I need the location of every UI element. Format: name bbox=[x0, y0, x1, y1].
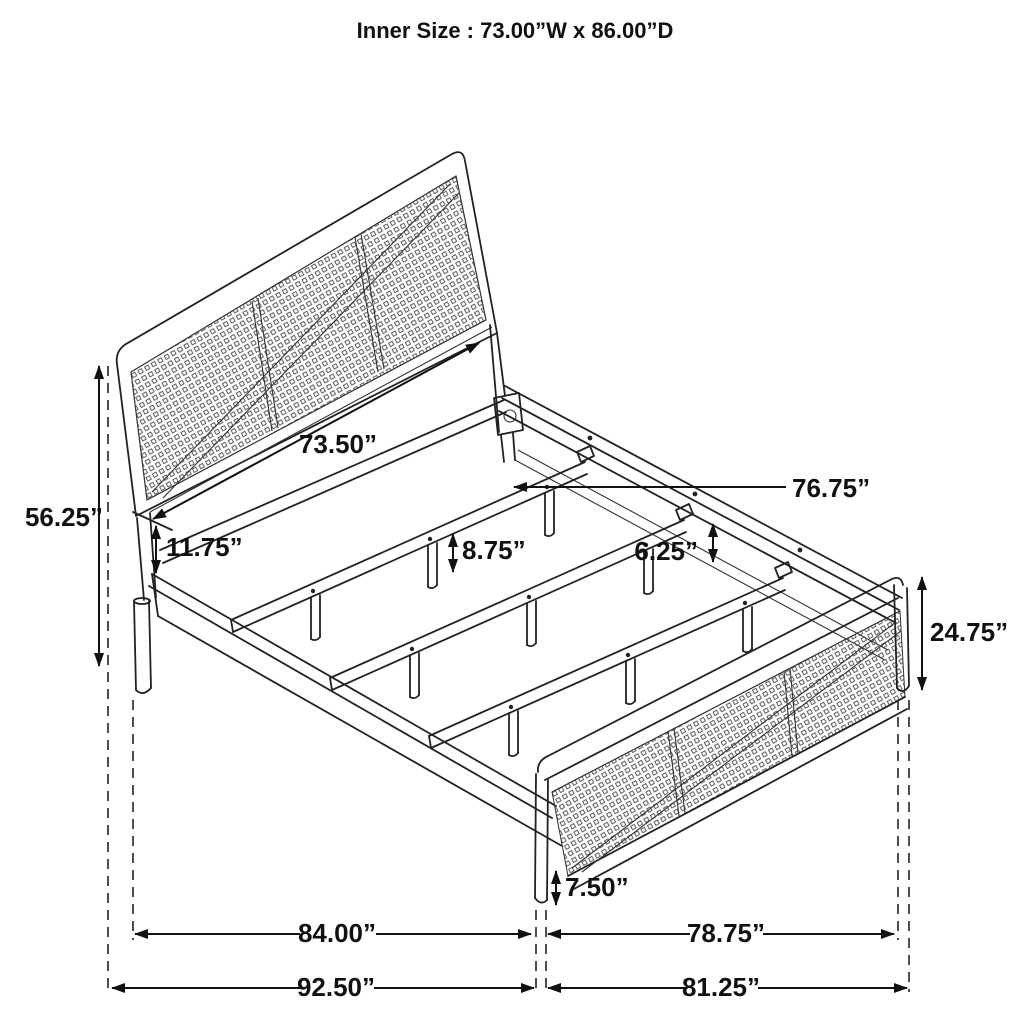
dim-under-headboard-clearance-label: 11.75” bbox=[166, 532, 243, 562]
dim-rail-ledge-drop-label: 6.25” bbox=[634, 536, 698, 566]
support-rail-leg bbox=[410, 549, 653, 698]
dim-side-rail-length-label: 84.00” bbox=[297, 918, 377, 948]
dim-footboard-height-label: 24.75” bbox=[930, 617, 1009, 647]
dim-under-footboard-clearance-label: 7.50” bbox=[565, 872, 629, 902]
dim-headboard-width-label: 73.50” bbox=[298, 429, 378, 459]
dim-overall-length bbox=[112, 972, 534, 1002]
dim-footboard-side-length-label: 78.75” bbox=[686, 918, 766, 948]
dim-overall-width-label: 81.25” bbox=[681, 972, 761, 1002]
dim-under-footboard-clearance bbox=[556, 871, 629, 905]
support-rail-leg bbox=[311, 491, 554, 640]
screw-hole bbox=[588, 436, 593, 441]
dim-headboard-height-label: 56.25” bbox=[24, 502, 104, 532]
screw-hole bbox=[798, 548, 803, 553]
dim-overall-width bbox=[548, 972, 907, 1002]
dim-under-headboard-clearance bbox=[156, 526, 243, 573]
dim-support-leg-height bbox=[453, 534, 526, 572]
headboard-left-leg bbox=[134, 513, 156, 693]
footboard bbox=[535, 578, 909, 903]
dim-headboard-height bbox=[25, 366, 103, 666]
dim-support-leg-height-label: 8.75” bbox=[462, 535, 526, 565]
support-rail-1 bbox=[231, 446, 594, 640]
dim-side-rail-length bbox=[135, 918, 531, 948]
support-rail-2 bbox=[330, 504, 693, 698]
headboard-underside-edge bbox=[133, 512, 172, 530]
dim-footboard-side-length bbox=[548, 918, 894, 948]
footboard-cane-diagonal bbox=[572, 622, 896, 868]
side-rail-far bbox=[499, 386, 902, 623]
bed-frame-rails bbox=[149, 386, 902, 846]
dim-footboard-height bbox=[922, 577, 1008, 690]
footboard-left-leg bbox=[535, 774, 548, 903]
footboard-cane-panel bbox=[552, 611, 905, 876]
dim-overall-length-label: 92.50” bbox=[296, 972, 376, 1002]
dim-support-rail-length-label: 76.75” bbox=[792, 473, 871, 503]
inner-size-title: Inner Size : 73.00”W x 86.00”D bbox=[356, 18, 674, 43]
rail-end-tab bbox=[775, 562, 792, 578]
screw-hole bbox=[693, 492, 698, 497]
